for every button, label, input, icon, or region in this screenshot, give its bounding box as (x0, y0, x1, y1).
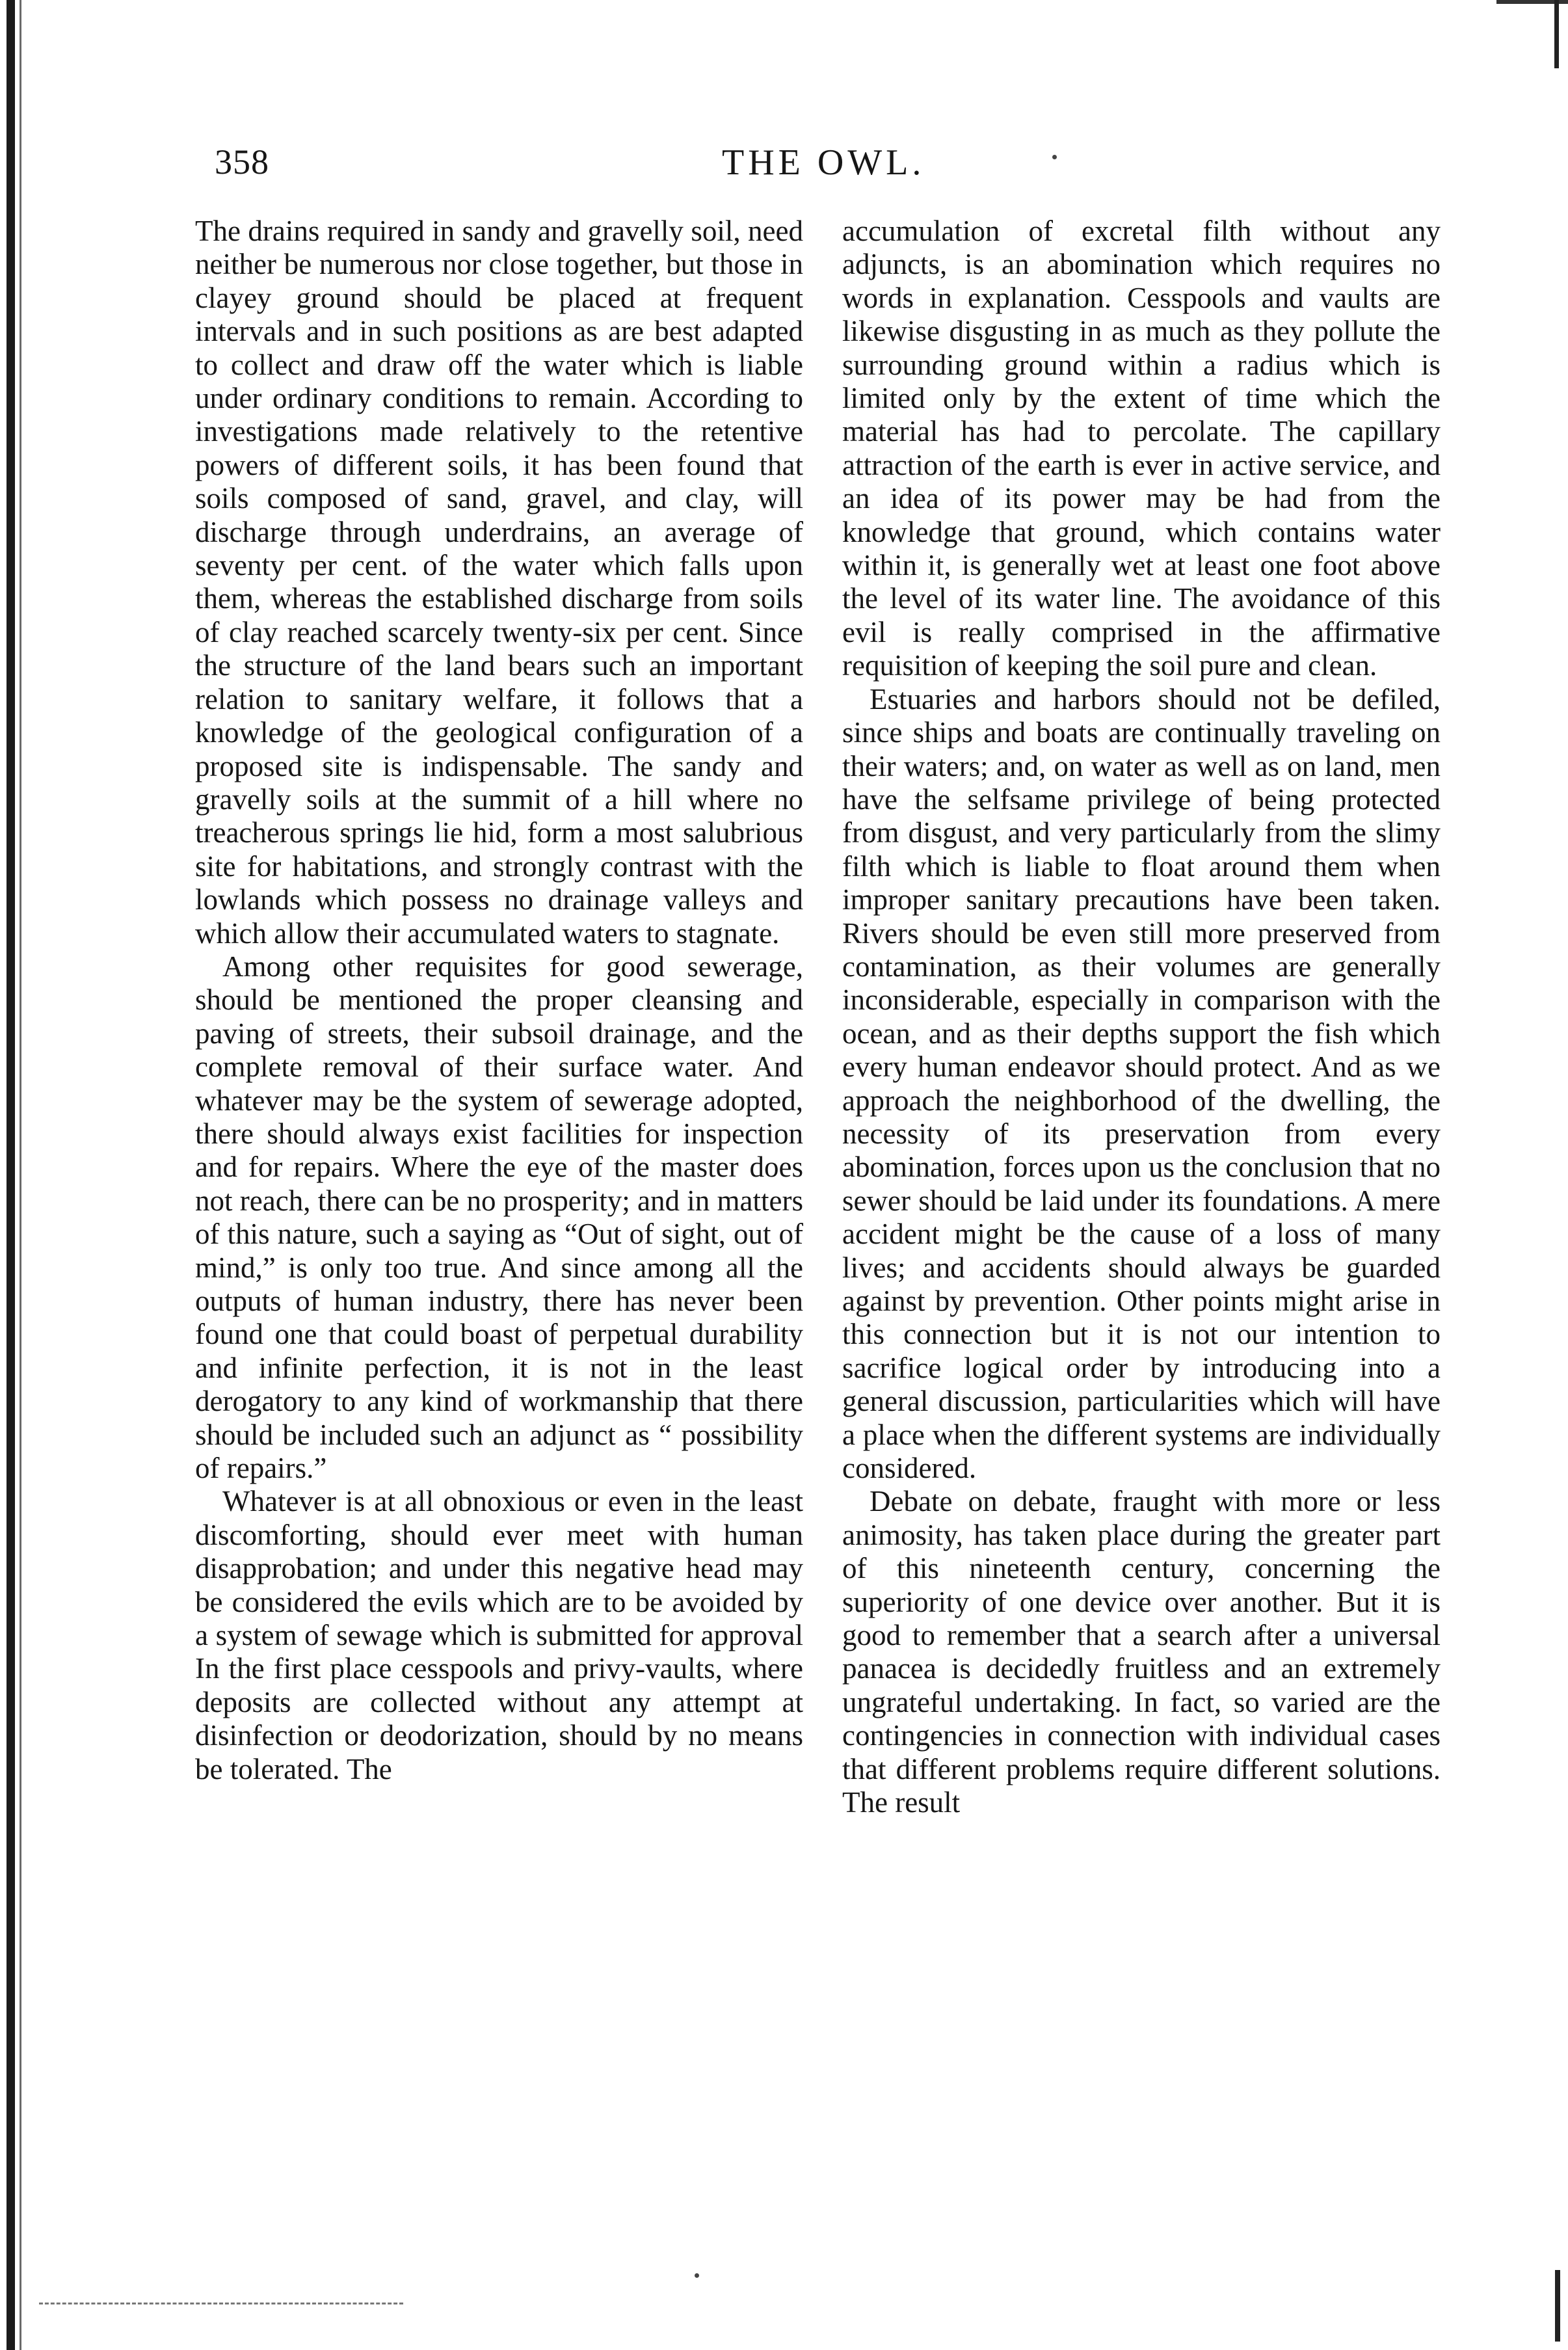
paragraph: Among other requisites for good sewerage, should be mentioned the proper cleansing and paving of streets, their subsoil drainage, and the complete removal of their surface water. And whatever may be the system of sewerage adopted, there should always exist facilities for inspection and for repairs. Where the eye of the master does not reach, there can be no prosperity; and in matters of this nature, such a saying as “Out of sight, out of mind,” is only too true. And since among all the outputs of human industry, there has never been found one that could boast of perpetual durability and infinite perfection, it is not in the least derogatory to any kind of workmanship that there should be included such an adjunct as “ possibility of repairs.” (195, 950, 803, 1485)
paragraph: Whatever is at all obnoxious or even in the least discomforting, should ever meet with human disapprobation; and under this negative head may be considered the evils which are to be avoided by a system of sewage which is submitted for approval In the first place cesspools and privy-vaults, where deposits are collected without any attempt at disinfection or deodorization, should by no means be tolerated. The (195, 1485, 803, 1785)
paragraph: The drains required in sandy and gravelly soil, need neither be numerous nor close together, but those in clayey ground should be placed at frequent intervals and in such positions as are best adapted to collect and draw off the water which is liable under ordinary conditions to remain. According to investigations made relatively to the retentive powers of different soils, it has been found that soils composed of sand, gravel, and clay, will discharge through underdrains, an average of seventy per cent. of the water which falls upon them, whereas the established discharge from soils of clay reached scarcely twenty-six per cent. Since the structure of the land bears such an important relation to sanitary welfare, it follows that a knowledge of the geological configuration of a proposed site is indispensable. The sandy and gravelly soils at the summit of a hill where no treacherous springs lie hid, form a most salubrious site for habitations, and strongly contrast with the lowlands which possess no drainage valleys and which allow their accumulated waters to stagnate. (195, 215, 803, 950)
left-column (195, 215, 803, 1786)
binding-edge (7, 0, 15, 2350)
right-column (842, 215, 1441, 1820)
page-number: 358 (215, 142, 269, 181)
ink-speck (695, 2273, 699, 2278)
binding-edge-shadow (20, 0, 21, 2350)
running-title: THE OWL. (722, 142, 925, 183)
paragraph: Estuaries and harbors should not be defiled, since ships and boats are continually traveling on their waters; and, on water as well as on land, men have the selfsame privilege of being protected from disgust, and very particularly from the slimy filth which is liable to float around them when improper sanitary precautions have been taken. Rivers should be even still more preserved from contamination, as their volumes are generally inconsiderable, especially in comparison with the ocean, and as their depths support the fish which every human endeavor should protect. And as we approach the neighborhood of the dwelling, the necessity of its preservation from every abomination, forces upon us the conclusion that no sewer should be laid under its foundations. A mere accident might be the cause of a loss of many lives; and accidents should always be guarded against by prevention. Other points might arise in this connection but it is not our intention to sacrifice logical order by introducing into a general discussion, particularities which will have a place when the different systems are individually considered. (842, 682, 1441, 1485)
scan-footer-noise (39, 2303, 403, 2306)
scan-edge-mark-top (1554, 0, 1559, 68)
scan-edge-mark-bottom (1555, 2270, 1560, 2342)
paragraph: Debate on debate, fraught with more or less animosity, has taken place during the greater part of this nineteenth century, concerning the superiority of one device over another. But it is good to remember that a search after a universal panacea is decidedly fruitless and an extremely ungrateful undertaking. In fact, so varied are the contingencies in connection with individual cases that different problems require different solutions. The result (842, 1485, 1441, 1819)
paragraph: accumulation of excretal filth without any adjuncts, is an abomination which requires no words in explanation. Cesspools and vaults are likewise disgusting in as much as they pollute the surrounding ground within a radius which is limited only by the extent of time which the material has had to percolate. The capillary attraction of the earth is ever in active service, and an idea of its power may be had from the knowledge that ground, which contains water within it, is generally wet at least one foot above the level of its water line. The avoidance of this evil is really comprised in the affirmative requisition of keeping the soil pure and clean. (842, 215, 1441, 682)
page-header (215, 142, 1450, 194)
